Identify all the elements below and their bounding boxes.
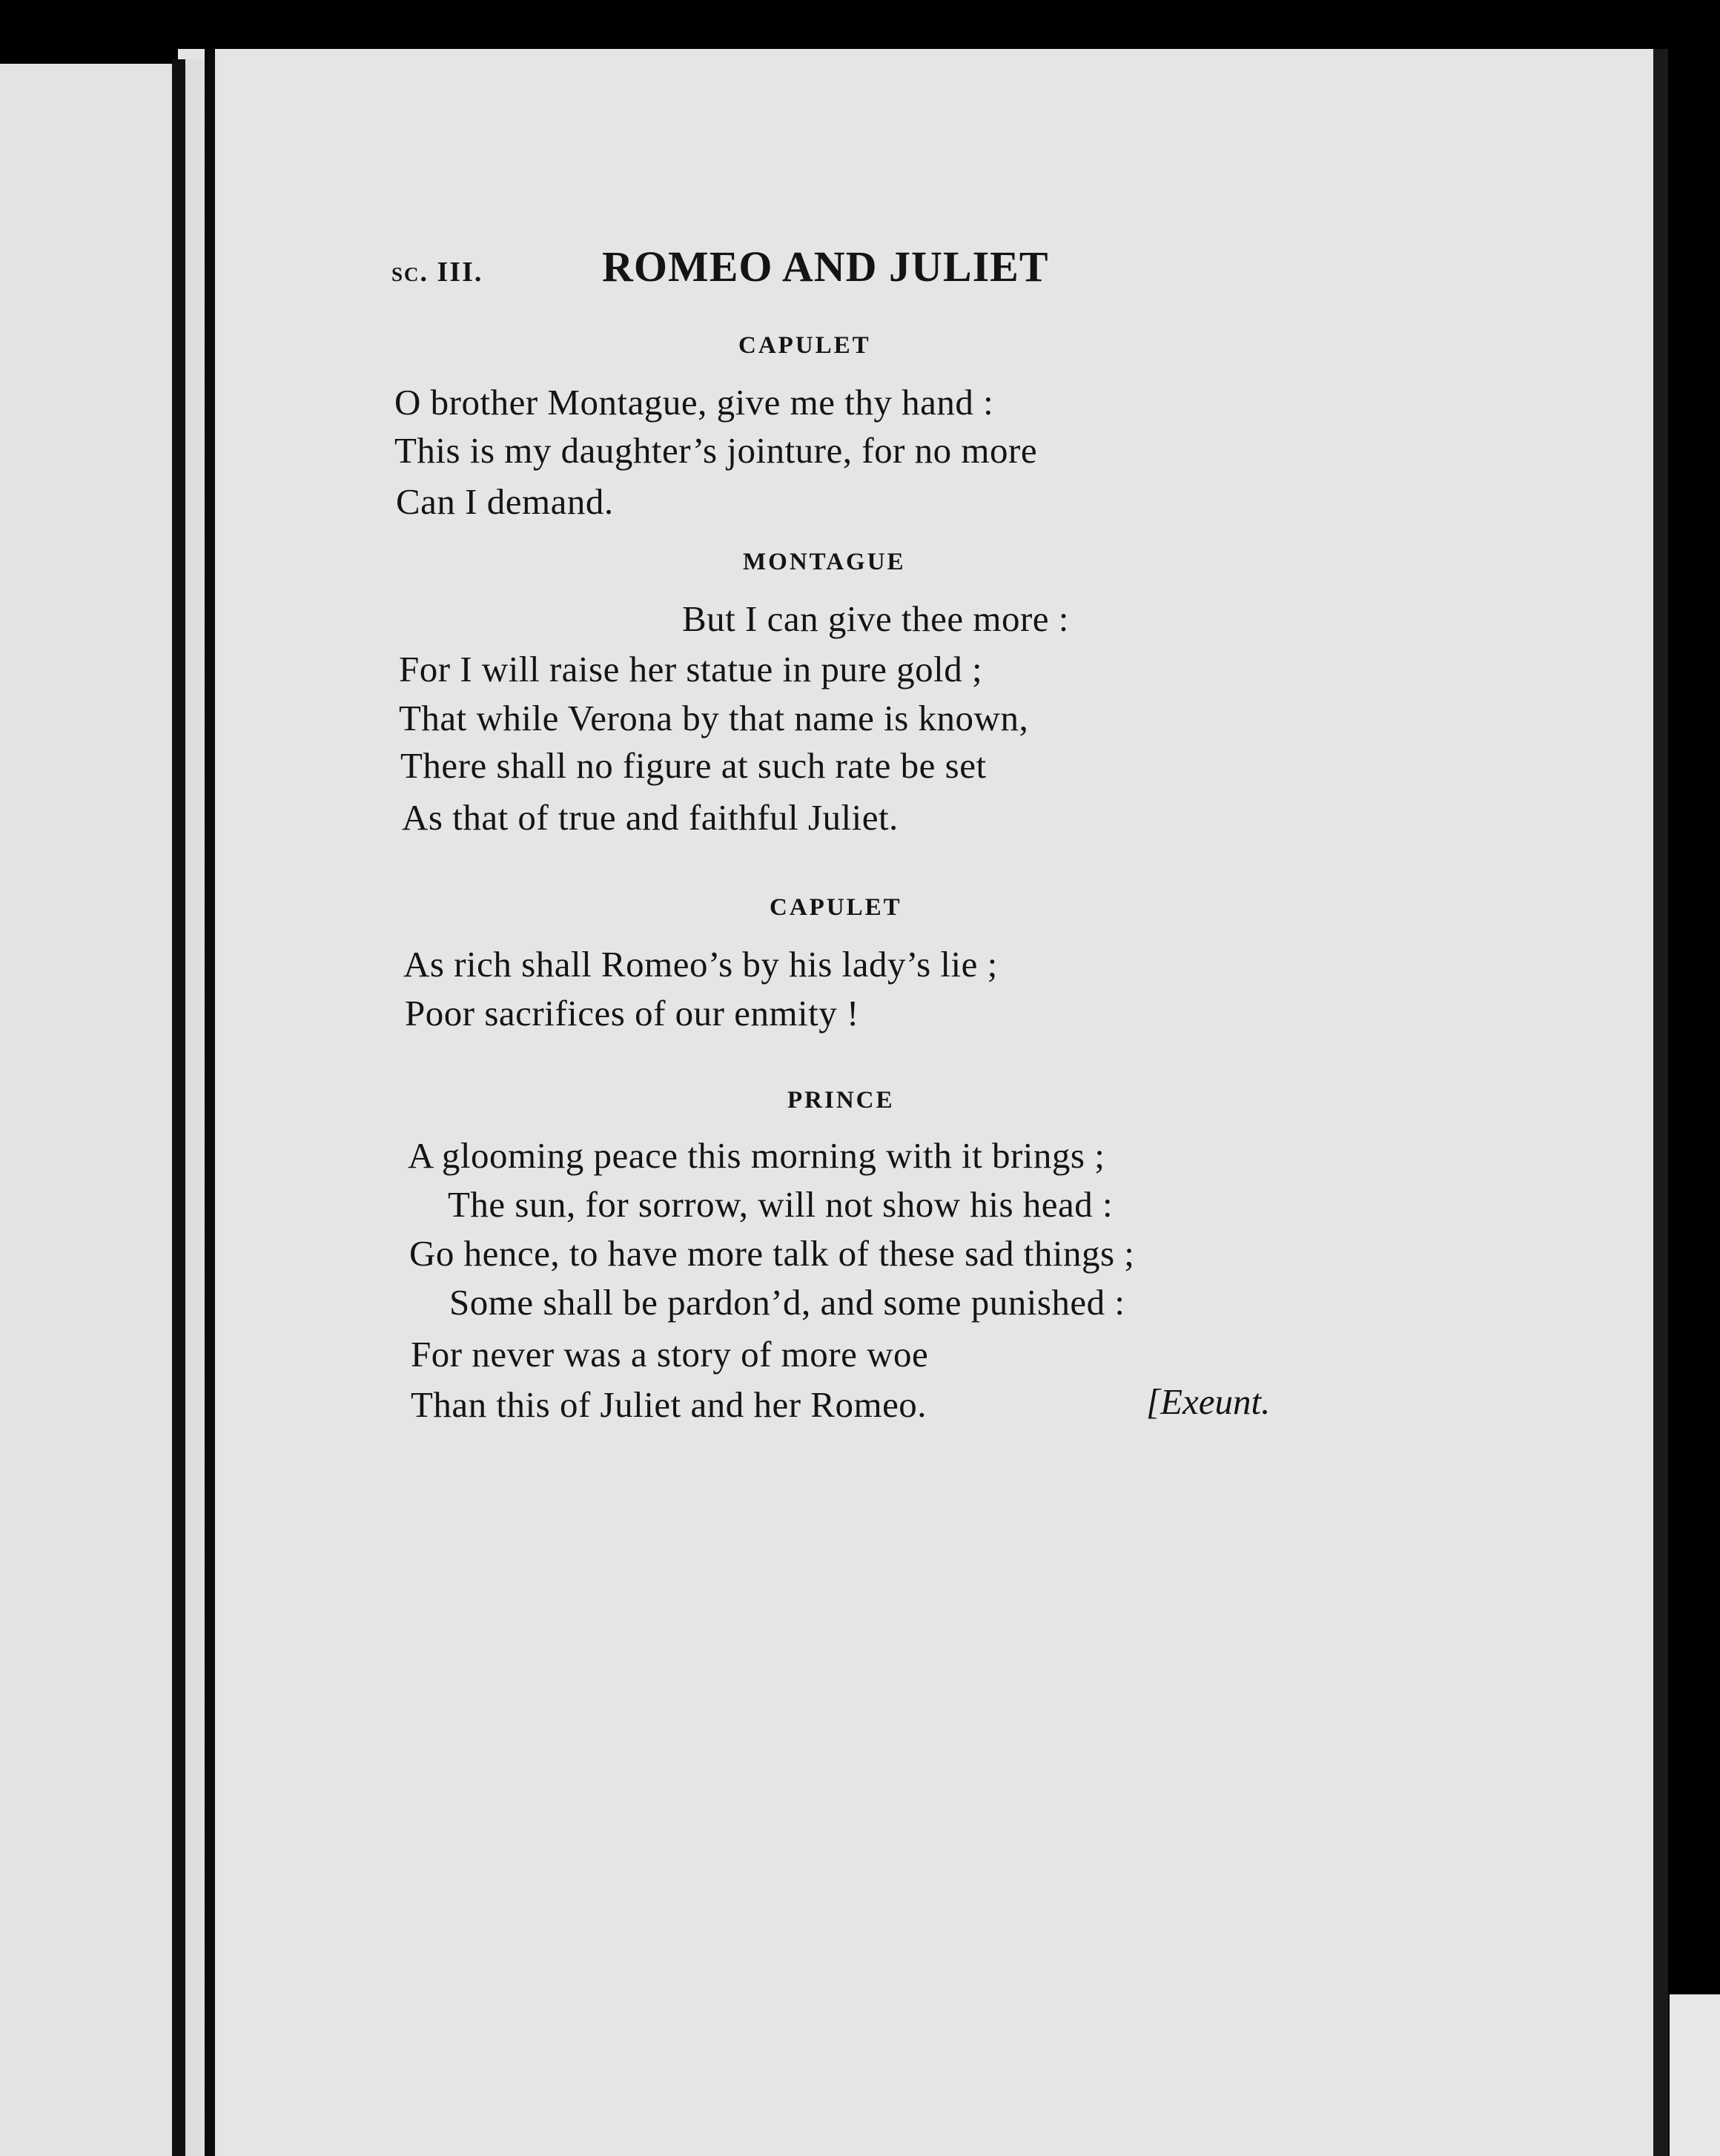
speaker-name: CAPULET — [770, 894, 902, 921]
binding-edge — [172, 59, 185, 2156]
scene-number: sc. III. — [391, 257, 483, 288]
verse-line: But I can give thee more : — [682, 598, 1069, 639]
page-title: ROMEO AND JULIET — [602, 242, 1049, 291]
book-page — [178, 49, 1653, 2156]
verse-line: That while Verona by that name is known, — [399, 698, 1029, 738]
stage-direction: [Exeunt. — [1146, 1381, 1271, 1422]
verse-line: As rich shall Romeo’s by his lady’s lie ; — [403, 944, 998, 985]
verse-line: Poor sacrifices of our enmity ! — [405, 993, 859, 1034]
scan-edge-tab — [1670, 1994, 1720, 2156]
verse-line: This is my daughter’s jointure, for no more — [394, 430, 1038, 471]
verse-line: The sun, for sorrow, will not show his head : — [448, 1184, 1114, 1225]
speaker-name: PRINCE — [787, 1087, 895, 1114]
verse-line: A glooming peace this morning with it brings ; — [408, 1135, 1105, 1176]
speaker-name: CAPULET — [738, 332, 871, 359]
page-right-edge — [1653, 49, 1668, 2156]
verse-line: As that of true and faithful Juliet. — [402, 797, 899, 838]
facing-page-margin — [0, 64, 172, 2156]
speaker-name: MONTAGUE — [743, 549, 906, 575]
verse-line: Can I demand. — [396, 481, 614, 522]
verse-line: Some shall be pardon’d, and some punished : — [449, 1282, 1125, 1323]
verse-line: Go hence, to have more talk of these sad things ; — [409, 1233, 1135, 1274]
verse-line: For never was a story of more woe — [411, 1334, 929, 1375]
verse-line: There shall no figure at such rate be set — [400, 745, 987, 786]
verse-line: O brother Montague, give me thy hand : — [394, 382, 994, 423]
verse-line: For I will raise her statue in pure gold ; — [399, 649, 983, 690]
binding-shadow — [205, 49, 215, 2156]
verse-line: Than this of Juliet and her Romeo. — [411, 1384, 927, 1425]
